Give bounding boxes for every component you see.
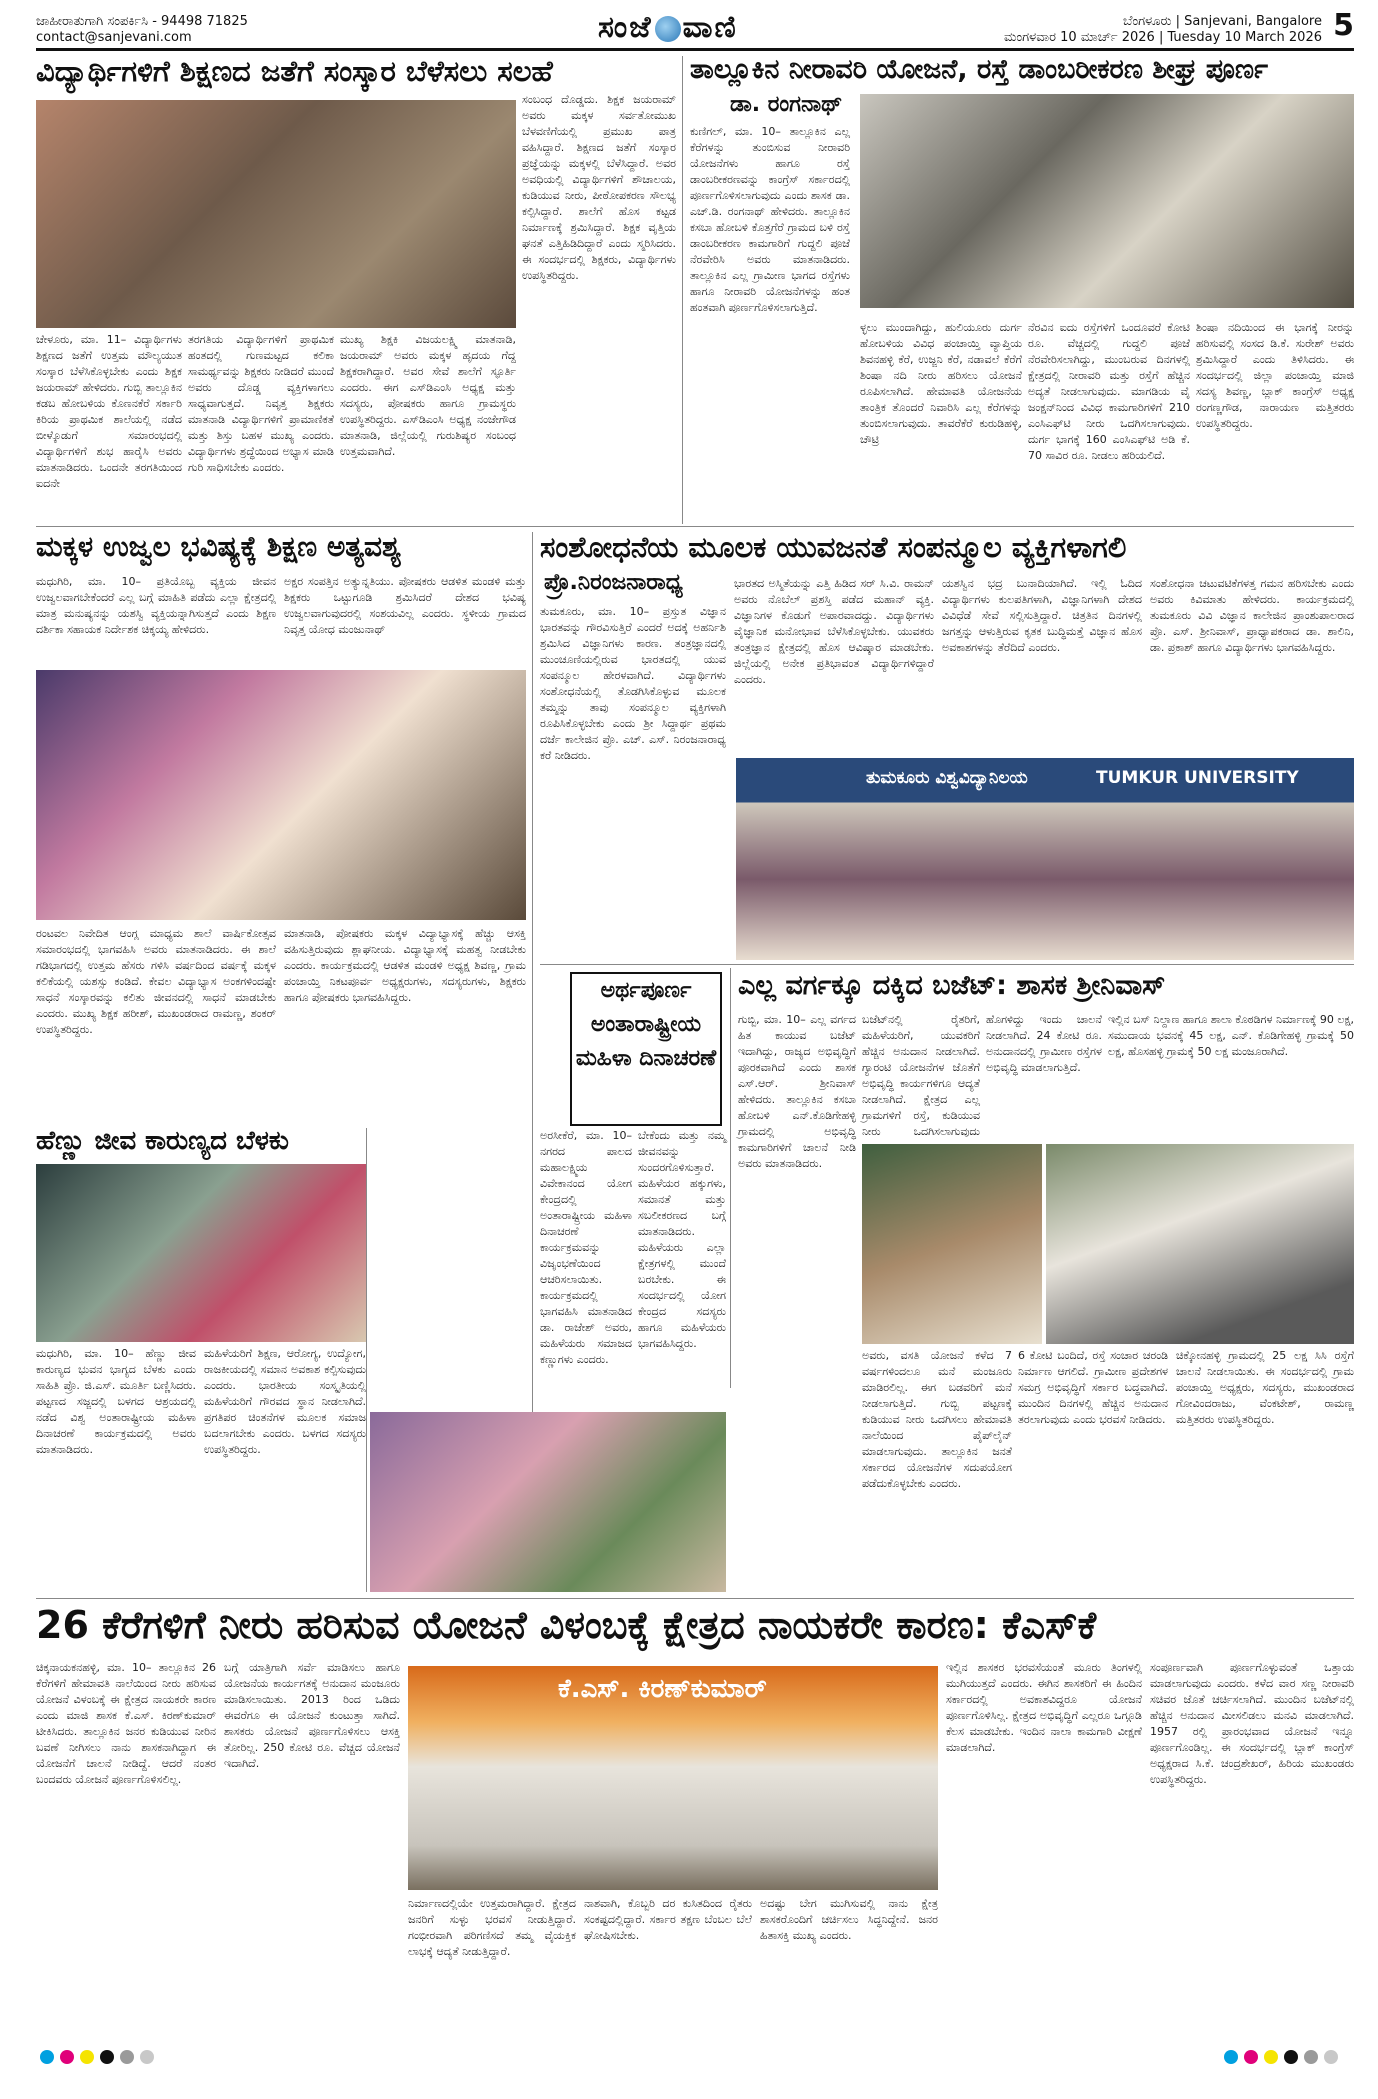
article8-headline[interactable]: 26 ಕೆರೆಗಳಿಗೆ ನೀರು ಹರಿಸುವ ಯೋಜನೆ ವಿಳಂಬಕ್ಕೆ ಕ್ಷೇತ್ರದ ನಾಯಕರೇ ಕಾರಣ: ಕೆಎಸ್‌ಕೆ xyxy=(36,1603,1097,1647)
university-banner-english: TUMKUR UNIVERSITY xyxy=(1096,768,1299,788)
article2-col4: ಶಿಂಷಾ ನದಿಯಿಂದ ಈ ಭಾಗಕ್ಕೆ ನೀರನ್ನು ಹರಿಸುವಲ್ಲಿ ಸಂಸದ ಡಿ.ಕೆ. ಸುರೇಶ್ ಅವರು ಶ್ರಮಿಸಿದ್ದಾರೆ ಎಂದು ತಿಳಿಸಿದರು. ಈ ಸಂದರ್ಭದಲ್ಲಿ ಜಿಲ್ಲಾ ಪಂಚಾಯ್ತಿ ಮಾಜಿ ಸದಸ್ಯ ಶಿವಣ್ಣ, ಬ್ಲಾಕ್ ಕಾಂಗ್ರೆಸ್ ಅಧ್ಯಕ್ಷ ರಂಗಣ್ಣಗೌಡ, ನಾರಾಯಣ ಮತ್ತಿತರರು ಉಪಸ್ಥಿತರಿದ್ದರು. xyxy=(1196,321,1354,430)
article2-byline: ಡಾ. ರಂಗನಾಥ್ xyxy=(730,92,843,117)
article1-col1: ಚೇಳೂರು, ಮಾ. 11– ವಿದ್ಯಾರ್ಥಿಗಳು ಶಿಕ್ಷಣದ ಜತೆಗೆ ಉತ್ತಮ ಮೌಲ್ಯಯುತ ಸಂಸ್ಕಾರ ಬೆಳೆಸಿಕೊಳ್ಳಬೇಕು ಎಂದು ಶಿಕ್ಷಕ ಜಯರಾಮ್ ಹೇಳಿದರು. ಗುಬ್ಬಿ ತಾಲ್ಲೂಕಿನ ಕಡಬ ಹೋಬಳಿಯ ಕೊಣನಕೆರೆ ಸರ್ಕಾರಿ ಕಿರಿಯ ಪ್ರಾಥಮಿಕ ಶಾಲೆಯಲ್ಲಿ ನಡೆದ ಬೀಳ್ಕೊಡುಗೆ ಸಮಾರಂಭದಲ್ಲಿ ವಿದ್ಯಾರ್ಥಿಗಳಿಗೆ ಶುಭ ಹಾರೈಸಿ ಅವರು ಮಾತನಾಡಿದರು. ಒಂದನೇ ತರಗತಿಯಿಂದ ಐದನೇ xyxy=(36,333,182,490)
article6-col1: ಮಧುಗಿರಿ, ಮಾ. 10– ಹೆಣ್ಣು ಜೀವ ಕಾರುಣ್ಯದ ಭುವನ ಭಾಗ್ಯದ ಬೆಳಕು ಎಂದು ಸಾಹಿತಿ ಪ್ರೊ. ಜಿ.ಎಸ್. ಮೂರ್ತಿ ಬಣ್ಣಿಸಿದರು. ಪಟ್ಟಣದ ಸಜ್ಜದಲ್ಲಿ ಬಳಗದ ಆಶ್ರಯದಲ್ಲಿ ನಡೆದ ವಿಶ್ವ ಅಂತಾರಾಷ್ಟ್ರೀಯ ಮಹಿಳಾ ದಿನಾಚರಣೆ ಕಾರ್ಯಕ್ರಮದಲ್ಲಿ ಅವರು ಮಾತನಾಡಿದರು. xyxy=(36,1347,196,1456)
article4-col3: ಯಶಸ್ವಿನ ಭದ್ರ ಬುನಾದಿಯಾಗಿದೆ. ಇಲ್ಲಿ ಓದಿದ ವಿದ್ಯಾರ್ಥಿಗಳು ಕುಲಪತಿಗಳಾಗಿ, ವಿಜ್ಞಾನಿಗಳಾಗಿ ದೇಶದ ವಿವಿಧೆಡೆ ಸೇವೆ ಸಲ್ಲಿಸುತ್ತಿದ್ದಾರೆ. ಚಿತ್ರತಿನ ದಿನಗಳಲ್ಲಿ ಜಗತ್ತನ್ನು ಆಳುತ್ತಿರುವ ಕೃತಕ ಬುದ್ಧಿಮತ್ತೆ ವಿಜ್ಞಾನ ಹೊಸ ಅವಕಾಶಗಳನ್ನು ತೆರೆದಿದೆ ಎಂದರು. xyxy=(942,577,1142,654)
article4-col1: ತುಮಕೂರು, ಮಾ. 10– ಪ್ರಸ್ತುತ ವಿಜ್ಞಾನ ಭಾರತವನ್ನು ಗೌರವಿಸುತ್ತಿರೆ ಎಂದರೆ ಅದಕ್ಕೆ ಅಹರ್ನಿಶಿ ಶ್ರಮಿಸಿದ ವಿಜ್ಞಾನಿಗಳು ಕಾರಣ. ತಂತ್ರಜ್ಞಾನದಲ್ಲಿ ಮುಂಚೂಣಿಯಲ್ಲಿರುವ ಭಾರತದಲ್ಲಿ ಯುವ ಸಂಪನ್ಮೂಲ ಹೇರಳವಾಗಿದೆ. ವಿದ್ಯಾರ್ಥಿಗಳು ಸಂಶೋಧನೆಯಲ್ಲಿ ತೊಡಗಿಸಿಕೊಳ್ಳುವ ಮೂಲಕ ತಮ್ಮನ್ನು ತಾವು ಸಂಪನ್ಮೂಲ ವ್ಯಕ್ತಿಗಳಾಗಿ ರೂಪಿಸಿಕೊಳ್ಳಬೇಕು ಎಂದು ಶ್ರೀ ಸಿದ್ದಾರ್ಥ ಪ್ರಥಮ ದರ್ಜೆ ಕಾಲೇಜಿನ ಪ್ರೊ. ಎಚ್. ಎಸ್. ನಿರಂಜನಾರಾಧ್ಯ ಕರೆ ನೀಡಿದರು. xyxy=(540,605,726,762)
article7-col1b xyxy=(738,1144,856,1344)
article4-byline: ಪ್ರೊ.ನಿರಂಜನಾರಾಧ್ಯ xyxy=(544,570,683,595)
section-divider xyxy=(36,526,1354,527)
article5-photo xyxy=(370,1412,726,1592)
university-banner-kannada: ತುಮಕೂರು ವಿಶ್ವವಿದ್ಯಾನಿಲಯ xyxy=(866,768,1028,788)
registration-dot xyxy=(100,2050,114,2064)
article4-photo xyxy=(736,758,1354,960)
article1-col4b xyxy=(522,332,676,520)
header-dateline xyxy=(1004,14,1322,46)
city-line: ಬೆಂಗಳೂರು | Sanjevani, Bangalore xyxy=(1122,14,1322,29)
article3-col2: ಅಕ್ಷರ ಸಂಪತ್ತಿನ ಅತ್ಯುನ್ನತಿಯು. ಪೋಷಕರು ಆಡಳಿತ ಮಂಡಳಿ ಮತ್ತು ಶಿಕ್ಷಕರು ಒಟ್ಟುಗೂಡಿ ಶ್ರಮಿಸಿದರೆ ದೇಶದ ಭವಿಷ್ಯ ಉಜ್ವಲವಾಗುವುದರಲ್ಲಿ ಸಂಶಯವಿಲ್ಲ ಎಂದರು. ಸ್ಥಳೀಯ ಗ್ರಾಮದ ನಿವೃತ್ತ ಯೋಧ ಮಂಜುನಾಥ್ xyxy=(284,575,526,636)
article8-col1: ಚಿಕ್ಕನಾಯಕನಹಳ್ಳಿ, ಮಾ. 10– ತಾಲ್ಲೂಕಿನ 26 ಕೆರೆಗಳಿಗೆ ಹೇಮಾವತಿ ನಾಲೆಯಿಂದ ನೀರು ಹರಿಸುವ ಯೋಜನೆ ವಿಳಂಬಕ್ಕೆ ಈ ಕ್ಷೇತ್ರದ ನಾಯಕರೇ ಕಾರಣ ಎಂದು ಮಾಜಿ ಶಾಸಕ ಕೆ.ಎಸ್. ಕಿರಣ್‌ಕುಮಾರ್ ಟೀಕಿಸಿದರು. ತಾಲ್ಲೂಕಿನ ಜನರ ಕುಡಿಯುವ ನೀರಿನ ಬವಣೆ ನೀಗಿಸಲು ನಾನು ಶಾಸಕನಾಗಿದ್ದಾಗ ಈ ಯೋಜನೆಗೆ ಚಾಲನೆ ನೀಡಿದ್ದೆ. ಆದರೆ ನಂತರ ಬಂದವರು ಯೋಜನೆ ಪೂರ್ಣಗೊಳಿಸಲಿಲ್ಲ. xyxy=(36,1661,216,1786)
article2-col3: ನೆರವಿನ ಐದು ರಸ್ತೆಗಳಿಗೆ ಒಂದೂವರೆ ಕೋಟಿ ರೂ. ವೆಚ್ಚದಲ್ಲಿ ಗುದ್ದಲಿ ಪೂಜೆ ನೆರವೇರಿಸಲಾಗಿದ್ದು, ಮುಂಬರುವ ದಿನಗಳಲ್ಲಿ ಕ್ಷೇತ್ರದಲ್ಲಿ ನೀರಾವರಿ ಮತ್ತು ರಸ್ತೆಗೆ ಹೆಚ್ಚಿನ ಅದ್ಯತೆ ನೀಡಲಾಗುವುದು. ಮಾಗಡಿಯ ವೈ ಜಂಕ್ಷನ್‌ನಿಂದ ವಿವಿಧ ಕಾಮಗಾರಿಗಳಿಗೆ 210 ಎಂಸಿಎಫ್‌ಟಿ ನೀರು ಒದಗಿಸಲಾಗುವುದು. ದುರ್ಗ ಭಾಗಕ್ಕೆ 160 ಎಂಸಿಎಫ್‌ಟಿ ಅಡಿ ಕೆ. 70 ಸಾವಿರ ರೂ. ನೀಡಲು ಹರಿಯಲಿದೆ. xyxy=(1028,321,1190,462)
header-contact xyxy=(36,14,248,46)
registration-dot xyxy=(1284,2050,1298,2064)
article8-col2: ಬಗ್ಗೆ ಯಾತ್ರಿಗಾಗಿ ಸರ್ವೆ ಮಾಡಿಸಲು ಹಾಗೂ ಯೋಜನೆಯ ಕಾರ್ಯಗತಕ್ಕೆ ಅನುದಾನ ಮಂಜೂರು ಮಾಡಿಸಲಾಯಿತು. 2013 ರಿಂದ ಒಡಿದು ಈವರೆಗೂ ಈ ಯೋಜನೆ ಕುಂಟುತ್ತಾ ಸಾಗಿದೆ. ಶಾಸಕರು ಯೋಜನೆ ಪೂರ್ಣಗೊಳಿಸಲು ಆಸಕ್ತಿ ತೋರಿಲ್ಲ. 250 ಕೋಟಿ ರೂ. ವೆಚ್ಚದ ಯೋಜನೆ ಇದಾಗಿದೆ. xyxy=(224,1661,400,1770)
section-divider xyxy=(540,964,1354,965)
article8-col4: ನಾಶವಾಗಿ, ಕೊಬ್ಬರಿ ದರ ಕುಸಿತದಿಂದ ರೈತರು ಸಂಕಷ್ಟದಲ್ಲಿದ್ದಾರೆ. ಸರ್ಕಾರ ತಕ್ಷಣ ಬೆಂಬಲ ಬೆಲೆ ಘೋಷಿಸಬೇಕು. xyxy=(584,1897,752,1942)
registration-dot xyxy=(60,2050,74,2064)
registration-dot xyxy=(140,2050,154,2064)
article7-photo-left xyxy=(862,1144,1042,1344)
registration-dots-right xyxy=(1224,2050,1338,2064)
ad-contact-line: ಜಾಹೀರಾತುಗಾಗಿ ಸಂಪರ್ಕಿಸಿ - 94498 71825 xyxy=(36,14,248,29)
article8-col3: ನಿರ್ಮಾಣದಲ್ಲಿಯೇ ಉತ್ತಮರಾಗಿದ್ದಾರೆ. ಕ್ಷೇತ್ರದ ಜನರಿಗೆ ಸುಳ್ಳು ಭರವಸೆ ನೀಡುತ್ತಿದ್ದಾರೆ. ಗಂಭೀರವಾಗಿ ಪರಿಗಣಿಸದೆ ತಮ್ಮ ವೈಯಕ್ತಿಕ ಲಾಭಕ್ಕೆ ಆದ್ಯತೆ ನೀಡುತ್ತಿದ್ದಾರೆ. xyxy=(408,1897,576,1958)
article2-headline[interactable]: ತಾಲ್ಲೂಕಿನ ನೀರಾವರಿ ಯೋಜನೆ, ರಸ್ತೆ ಡಾಂಬರೀಕರಣ ಶೀಘ್ರ ಪೂರ್ಣ xyxy=(690,54,1269,85)
article8-col6: ಇಲ್ಲಿನ ಶಾಸಕರ ಭರವಸೆಯಂತೆ ಮೂರು ತಿಂಗಳಲ್ಲಿ ಮುಗಿಯುತ್ತದೆ ಎಂದರು. ಈಗಿನ ಶಾಸಕರಿಗೆ ಈ ಹಿಂದಿನ ಸರ್ಕಾರದಲ್ಲಿ ಅವಕಾಶವಿದ್ದರೂ ಯೋಜನೆ ಪೂರ್ಣಗೊಳಿಸಿಲ್ಲ. ಕ್ಷೇತ್ರದ ಅಭಿವೃದ್ಧಿಗೆ ಎಲ್ಲರೂ ಒಗ್ಗೂಡಿ ಕೆಲಸ ಮಾಡಬೇಕು. ಇಂದಿನ ನಾಲಾ ಕಾಮಗಾರಿ ವೀಕ್ಷಣೆ ಮಾಡಲಾಗಿದೆ. xyxy=(946,1661,1142,1754)
registration-dot xyxy=(80,2050,94,2064)
registration-dot xyxy=(120,2050,134,2064)
registration-dot xyxy=(1264,2050,1278,2064)
article7-col1: ಗುಬ್ಬಿ, ಮಾ. 10– ಎಲ್ಲ ವರ್ಗದ ಹಿತ ಕಾಯುವ ಬಜೆಟ್ ಇದಾಗಿದ್ದು, ರಾಜ್ಯದ ಅಭಿವೃದ್ಧಿಗೆ ಪೂರಕವಾಗಿದೆ ಎಂದು ಶಾಸಕ ಎಸ್.ಆರ್. ಶ್ರೀನಿವಾಸ್ ಹೇಳಿದರು. ತಾಲ್ಲೂಕಿನ ಕಸಬಾ ಹೋಬಳಿ ಎನ್.ಕೊಡಿಗೇಹಳ್ಳಿ ಗ್ರಾಮದಲ್ಲಿ ಅಭಿವೃದ್ಧಿ ಕಾಮಗಾರಿಗಳಿಗೆ ಚಾಲನೆ ನೀಡಿ ಅವರು ಮಾತನಾಡಿದರು. xyxy=(738,1013,856,1170)
article4-col2: ಭಾರತದ ಅಸ್ಮಿತೆಯನ್ನು ಎತ್ತಿ ಹಿಡಿದ ಸರ್ ಸಿ.ವಿ. ರಾಮನ್ ಅವರು ನೊಬೆಲ್ ಪ್ರಶಸ್ತಿ ಪಡೆದ ಮಹಾನ್ ವ್ಯಕ್ತಿ. ವಿಜ್ಞಾನಿಗಳ ಕೊಡುಗೆ ಅಪಾರವಾದದ್ದು. ವಿದ್ಯಾರ್ಥಿಗಳು ವೈಜ್ಞಾನಿಕ ಮನೋಭಾವ ಬೆಳೆಸಿಕೊಳ್ಳಬೇಕು. ಯುವಕರು ತಂತ್ರಜ್ಞಾನ ಕ್ಷೇತ್ರದಲ್ಲಿ ಹೊಸ ಆವಿಷ್ಕಾರ ಮಾಡಬೇಕು. ಜಿಲ್ಲೆಯಲ್ಲಿ ಅನೇಕ ಪ್ರತಿಭಾವಂತ ವಿದ್ಯಾರ್ಥಿಗಳಿದ್ದಾರೆ ಎಂದರು. xyxy=(734,577,934,686)
article7-col7: ಚಿಕ್ಕೋನಹಳ್ಳಿ ಗ್ರಾಮದಲ್ಲಿ 25 ಲಕ್ಷ ಸಿಸಿ ರಸ್ತೆಗೆ ಚಾಲನೆ ನೀಡಲಾಯಿತು. ಈ ಸಂದರ್ಭದಲ್ಲಿ ಗ್ರಾಮ ಪಂಚಾಯ್ತಿ ಅಧ್ಯಕ್ಷರು, ಸದಸ್ಯರು, ಮುಖಂಡರಾದ ಗೋವಿಂದರಾಜು, ವೆಂಕಟೇಶ್, ರಾಮಣ್ಣ ಮತ್ತಿತರರು ಉಪಸ್ಥಿತರಿದ್ದರು. xyxy=(1176,1349,1354,1426)
article7-col4: ಇಲ್ಲಿನ ಬಸ್ ನಿಲ್ದಾಣ ಹಾಗೂ ಶಾಲಾ ಕೊಠಡಿಗಳ ನಿರ್ಮಾಣಕ್ಕೆ 90 ಲಕ್ಷ, ಸಮುದಾಯ ಭವನಕ್ಕೆ 45 ಲಕ್ಷ, ಎನ್. ಕೊಡಿಗೇಹಳ್ಳಿ ಗ್ರಾಮಕ್ಕೆ 50 ಲಕ್ಷ, ಹೊಸಹಳ್ಳಿ ಗ್ರಾಮಕ್ಕೆ 50 ಲಕ್ಷ ಮಂಜೂರಾಗಿದೆ. xyxy=(1108,1013,1354,1058)
registration-dots-left xyxy=(40,2050,154,2064)
article5-col2: ಬೇಕೆಂದು ಮತ್ತು ನಮ್ಮ ಜೀವನವನ್ನು ಸುಂದರಗೊಳಿಸುತ್ತಾರೆ. ಮಹಿಳೆಯರ ಹಕ್ಕುಗಳು, ಸಮಾನತೆ ಮತ್ತು ಸಬಲೀಕರಣದ ಬಗ್ಗೆ ಮಾತನಾಡಿದರು. ಮಹಿಳೆಯರು ಎಲ್ಲಾ ಕ್ಷೇತ್ರಗಳಲ್ಲಿ ಮುಂದೆ ಬರಬೇಕು. ಈ ಸಂದರ್ಭದಲ್ಲಿ ಯೋಗ ಕೇಂದ್ರದ ಸದಸ್ಯರು ಹಾಗೂ ಮಹಿಳೆಯರು ಭಾಗವಹಿಸಿದ್ದರು. xyxy=(638,1129,726,1350)
registration-dot xyxy=(1244,2050,1258,2064)
article7-col5: ಅವರು, ವಸತಿ ಯೋಜನೆ ಕಳೆದ 7 ವರ್ಷಗಳಿಂದಲೂ ಮನೆ ಮಂಜೂರು ಮಾಡಿರಲಿಲ್ಲ. ಈಗ ಬಡವರಿಗೆ ಮನೆ ನೀಡಲಾಗುತ್ತಿದೆ. ಗುಬ್ಬಿ ಪಟ್ಟಣಕ್ಕೆ ಕುಡಿಯುವ ನೀರು ಒದಗಿಸಲು ಹೇಮಾವತಿ ನಾಲೆಯಿಂದ ಪೈಪ್‌ಲೈನ್ ಮಾಡಲಾಗುವುದು. ತಾಲ್ಲೂಕಿನ ಜನತೆ ಸರ್ಕಾರದ ಯೋಜನೆಗಳ ಸದುಪಯೋಗ ಪಡೆದುಕೊಳ್ಳಬೇಕು ಎಂದರು. xyxy=(862,1349,1012,1490)
article1-col2: ತರಗತಿಯ ವಿದ್ಯಾರ್ಥಿಗಳಿಗೆ ಪ್ರಾಥಮಿಕ ಹಂತದಲ್ಲಿ ಗುಣಮಟ್ಟದ ಕಲಿಕಾ ಸಾಮರ್ಥ್ಯವನ್ನು ಶಿಕ್ಷಕರು ನೀಡಿದರೆ ಮುಂದೆ ಅವರು ದೊಡ್ಡ ವ್ಯಕ್ತಿಗಳಾಗಲು ಸಾಧ್ಯವಾಗುತ್ತದೆ. ನಿವೃತ್ತ ಶಿಕ್ಷಕರು ಮಾತನಾಡಿ ವಿದ್ಯಾರ್ಥಿಗಳಿಗೆ ಪ್ರಾಮಾಣಿಕತೆ ಮತ್ತು ಶಿಸ್ತು ಬಹಳ ಮುಖ್ಯ ಎಂದರು. ವಿದ್ಯಾರ್ಥಿಗಳು ಶ್ರದ್ಧೆಯಿಂದ ಅಭ್ಯಾಸ ಮಾಡಿ ಗುರಿ ಸಾಧಿಸಬೇಕು ಎಂದರು. xyxy=(188,333,334,474)
article8-photo xyxy=(408,1666,938,1890)
article7-col3: ಹೊಗಳಿದ್ದು ಇಂದು ಚಾಲನೆ ನೀಡಲಾಗಿದೆ. 24 ಕೋಟಿ ರೂ. ಅನುದಾನದಲ್ಲಿ ಗ್ರಾಮೀಣ ರಸ್ತೆಗಳ ಅಭಿವೃದ್ಧಿ ಮಾಡಲಾಗುತ್ತಿದೆ. xyxy=(986,1013,1102,1074)
article2-photo xyxy=(860,94,1354,308)
article6-col2: ಮಹಿಳೆಯರಿಗೆ ಶಿಕ್ಷಣ, ಆರೋಗ್ಯ, ಉದ್ಯೋಗ, ರಾಜಕೀಯದಲ್ಲಿ ಸಮಾನ ಅವಕಾಶ ಕಲ್ಪಿಸುವುದು ಎಂದರು. ಭಾರತೀಯ ಸಂಸ್ಕೃತಿಯಲ್ಲಿ ಮಹಿಳೆಯರಿಗೆ ಗೌರವದ ಸ್ಥಾನ ನೀಡಲಾಗಿದೆ. ಪ್ರಗತಿಪರ ಚಿಂತನೆಗಳ ಮೂಲಕ ಸಮಾಜ ಬದಲಾಗಬೇಕು ಎಂದರು. ಬಳಗದ ಸದಸ್ಯರು ಉಪಸ್ಥಿತರಿದ್ದರು. xyxy=(204,1347,366,1456)
masthead-right: ವಾಣಿ xyxy=(682,10,738,45)
globe-icon xyxy=(655,16,681,42)
article2-col2: ಳ್ಳಲು ಮುಂದಾಗಿದ್ದು, ಹುಲಿಯೂರು ದುರ್ಗ ಹೋಬಳಿಯ ವಿವಿಧ ಪಂಚಾಯ್ತಿ ವ್ಯಾಪ್ತಿಯ ಶಿವನಹಳ್ಳಿ ಕೆರೆ, ಉಜ್ಜನಿ ಕೆರೆ, ನಡಾವಲೆ ಕೆರೆಗೆ ಶಿಂಷಾ ನದಿ ನೀರು ಹರಿಸಲು ಯೋಜನೆ ರೂಪಿಸಲಾಗಿದೆ. ಹೇಮಾವತಿ ಯೋಜನೆಯ ತಾಂತ್ರಿಕ ತೊಂದರೆ ನಿವಾರಿಸಿ ಎಲ್ಲ ಕೆರೆಗಳನ್ನು ತುಂಬಿಸಲಾಗುವುದು. ತಾವರೆಕೆರೆ ಕುರುಡಿಹಳ್ಳಿ, ಚೌಟ್ರಿ xyxy=(860,321,1022,446)
registration-dot xyxy=(1224,2050,1238,2064)
date-line: ಮಂಗಳವಾರ 10 ಮಾರ್ಚ್ 2026 | Tuesday 10 March 2026 xyxy=(1003,30,1322,45)
article1-photo xyxy=(36,100,516,328)
registration-dot xyxy=(40,2050,54,2064)
article3-photo xyxy=(36,670,526,920)
registration-dot xyxy=(1304,2050,1318,2064)
registration-dot xyxy=(1324,2050,1338,2064)
article1-col4: ಸಂಬಂಧ ದೊಡ್ಡದು. ಶಿಕ್ಷಕ ಜಯರಾಮ್ ಅವರು ಮಕ್ಕಳ ಸರ್ವತೋಮುಖ ಬೆಳವಣಿಗೆಯಲ್ಲಿ ಪ್ರಮುಖ ಪಾತ್ರ ವಹಿಸಿದ್ದಾರೆ. ಶಿಕ್ಷಣದ ಜತೆಗೆ ಸಂಸ್ಕಾರ ಪ್ರಜ್ಞೆಯನ್ನು ಮಕ್ಕಳಲ್ಲಿ ಬೆಳೆಸಿದ್ದಾರೆ. ಅವರ ಅವಧಿಯಲ್ಲಿ ವಿದ್ಯಾರ್ಥಿಗಳಿಗೆ ಶೌಚಾಲಯ, ಕುಡಿಯುವ ನೀರು, ಪೀಠೋಪಕರಣ ಸೌಲಭ್ಯ ಕಲ್ಪಿಸಿದ್ದಾರೆ. ಶಾಲೆಗೆ ಹೊಸ ಕಟ್ಟಡ ನಿರ್ಮಾಣಕ್ಕೆ ಶ್ರಮಿಸಿದ್ದಾರೆ. ಶಿಕ್ಷಕ ವೃತ್ತಿಯ ಘನತೆ ಎತ್ತಿಹಿಡಿದಿದ್ದಾರೆ ಎಂದು ಸ್ಮರಿಸಿದರು. ಈ ಸಂದರ್ಭದಲ್ಲಿ ಶಿಕ್ಷಕರು, ವಿದ್ಯಾರ್ಥಿಗಳು ಉಪಸ್ಥಿತರಿದ್ದರು. xyxy=(522,93,676,282)
article7-col6: 6 ಕೋಟಿ ಬಂದಿದೆ, ರಸ್ತೆ ಸಂಚಾರ ಚರಂಡಿ ನಿರ್ಮಾಣ ಆಗಲಿದೆ. ಗ್ರಾಮೀಣ ಪ್ರದೇಶಗಳ ಸಮಗ್ರ ಅಭಿವೃದ್ಧಿಗೆ ಸರ್ಕಾರ ಬದ್ಧವಾಗಿದೆ. ಮುಂದಿನ ದಿನಗಳಲ್ಲಿ ಹೆಚ್ಚಿನ ಅನುದಾನ ತರಲಾಗುವುದು ಎಂದು ಭರವಸೆ ನೀಡಿದರು. xyxy=(1018,1349,1168,1426)
section-divider xyxy=(36,1598,1354,1599)
article6-photo xyxy=(36,1164,366,1342)
email-link[interactable]: contact@sanjevani.com xyxy=(36,30,192,45)
article1-headline[interactable]: ವಿದ್ಯಾರ್ಥಿಗಳಿಗೆ ಶಿಕ್ಷಣದ ಜತೆಗೆ ಸಂಸ್ಕಾರ ಬೆಳೆಸಲು ಸಲಹೆ xyxy=(36,54,553,88)
article3-headline[interactable]: ಮಕ್ಕಳ ಉಜ್ವಲ ಭವಿಷ್ಯಕ್ಕೆ ಶಿಕ್ಷಣ ಅತ್ಯವಶ್ಯ xyxy=(36,530,402,563)
article7-photo-right xyxy=(1046,1144,1354,1344)
article4-col4: ಸಂಶೋಧನಾ ಚಟುವಟಿಕೆಗಳತ್ತ ಗಮನ ಹರಿಸಬೇಕು ಎಂದು ಅವರು ಕಿವಿಮಾತು ಹೇಳಿದರು. ಕಾರ್ಯಕ್ರಮದಲ್ಲಿ ತುಮಕೂರು ವಿವಿ ವಿಜ್ಞಾನ ಕಾಲೇಜಿನ ಪ್ರಾಂಶುಪಾಲರಾದ ಪ್ರೊ. ಎಸ್. ಶ್ರೀನಿವಾಸ್, ಪ್ರಾಧ್ಯಾಪಕರಾದ ಡಾ. ಶಾಲಿನಿ, ಡಾ. ಪ್ರಕಾಶ್ ಹಾಗೂ ವಿದ್ಯಾರ್ಥಿಗಳು ಭಾಗವಹಿಸಿದ್ದರು. xyxy=(1150,577,1354,654)
page-number: 5 xyxy=(1333,8,1354,43)
article1-col3: ಮುಖ್ಯ ಶಿಕ್ಷಕಿ ವಿಜಯಲಕ್ಷ್ಮಿ ಮಾತನಾಡಿ, ಜಯರಾಮ್ ಅವರು ಮಕ್ಕಳ ಹೃದಯ ಗೆದ್ದ ಶಿಕ್ಷಕರಾಗಿದ್ದಾರೆ. ಅವರ ಸೇವೆ ಶಾಲೆಗೆ ಸ್ಫೂರ್ತಿ ಎಂದರು. ಈಗ ಎಸ್‌ಡಿಎಂಸಿ ಅಧ್ಯಕ್ಷ ಮತ್ತು ಸದಸ್ಯರು, ಪೋಷಕರು ಹಾಗೂ ಗ್ರಾಮಸ್ಥರು ಉಪಸ್ಥಿತರಿದ್ದರು. ಎಸ್‌ಡಿಎಂಸಿ ಅಧ್ಯಕ್ಷ ನಂಜೇಗೌಡ ಮಾತನಾಡಿ, ಜಿಲ್ಲೆಯಲ್ಲಿ ಗುರುಶಿಷ್ಯರ ಸಂಬಂಧ ಉತ್ತಮವಾಗಿದೆ. xyxy=(340,333,516,458)
article8-col5: ಅದಷ್ಟು ಬೇಗ ಮುಗಿಸುವಲ್ಲಿ ನಾನು ಕ್ಷೇತ್ರ ಶಾಸಕರೊಂದಿಗೆ ಚರ್ಚಿಸಲು ಸಿದ್ಧನಿದ್ದೇನೆ. ಜನರ ಹಿತಾಸಕ್ತಿ ಮುಖ್ಯ ಎಂದರು. xyxy=(760,1897,938,1942)
article6-headline[interactable]: ಹೆಣ್ಣು ಜೀವ ಕಾರುಣ್ಯದ ಬೆಳಕು xyxy=(36,1126,289,1156)
column-divider xyxy=(366,1128,367,1592)
masthead-left: ಸಂಜೆ xyxy=(598,10,653,45)
article2-col1: ಕುಣಿಗಲ್, ಮಾ. 10– ತಾಲ್ಲೂಕಿನ ಎಲ್ಲ ಕೆರೆಗಳನ್ನು ತುಂಬಿಸುವ ನೀರಾವರಿ ಯೋಜನೆಗಳು ಹಾಗೂ ರಸ್ತೆ ಡಾಂಬರೀಕರಣವನ್ನು ಕಾಂಗ್ರೆಸ್ ಸರ್ಕಾರದಲ್ಲಿ ಪೂರ್ಣಗೊಳಿಸಲಾಗುವುದು ಎಂದು ಶಾಸಕ ಡಾ. ಎಚ್.ಡಿ. ರಂಗನಾಥ್ ಹೇಳಿದರು. ತಾಲ್ಲೂಕಿನ ಕಸಬಾ ಹೋಬಳಿ ಕೊತ್ತಗೆರೆ ಗ್ರಾಮದ ಬಳಿ ರಸ್ತೆ ಡಾಂಬರೀಕರಣ ಕಾಮಗಾರಿಗೆ ಗುದ್ದಲಿ ಪೂಜೆ ನೆರವೇರಿಸಿ ಅವರು ಮಾತನಾಡಿದರು. ತಾಲ್ಲೂಕಿನ ಎಲ್ಲ ಗ್ರಾಮೀಣ ಭಾಗದ ರಸ್ತೆಗಳು ಹಾಗೂ ನೀರಾವರಿ ಯೋಜನೆಗಳನ್ನು ಹಂತ ಹಂತವಾಗಿ ಪೂರ್ಣಗೊಳಿಸಲಾಗುತ್ತಿದೆ. xyxy=(690,125,850,314)
article3-col4: ಮಾತನಾಡಿ, ಪೋಷಕರು ಮಕ್ಕಳ ವಿದ್ಯಾಭ್ಯಾಸಕ್ಕೆ ಹೆಚ್ಚು ಆಸಕ್ತಿ ವಹಿಸುತ್ತಿರುವುದು ಶ್ಲಾಘನೀಯ. ವಿದ್ಯಾಭ್ಯಾಸಕ್ಕೆ ಮಹತ್ವ ನೀಡಬೇಕು ಎಂದರು. ಕಾರ್ಯಕ್ರಮದಲ್ಲಿ ಆಡಳಿತ ಮಂಡಳಿ ಅಧ್ಯಕ್ಷ ಶಿವಣ್ಣ, ಗ್ರಾಮ ಪಂಚಾಯ್ತಿ ನಿಕಟಪೂರ್ವ ಅಧ್ಯಕ್ಷರುಗಳು, ಸದಸ್ಯರುಗಳು, ಶಿಕ್ಷಕರು ಹಾಗೂ ಪೋಷಕರು ಭಾಗವಹಿಸಿದ್ದರು. xyxy=(284,927,526,1004)
article8-col7: ಸಂಪೂರ್ಣವಾಗಿ ಪೂರ್ಣಗೊಳ್ಳುವಂತೆ ಒತ್ತಾಯ ಮಾಡಲಾಗುವುದು ಎಂದರು. ಕಳೆದ ವಾರ ಸಣ್ಣ ನೀರಾವರಿ ಸಚಿವರ ಜೊತೆ ಚರ್ಚಿಸಲಾಗಿದೆ. ಮುಂದಿನ ಬಜೆಟ್‌ನಲ್ಲಿ ಹೆಚ್ಚಿನ ಅನುದಾನ ಮೀಸಲಿಡಲು ಮನವಿ ಮಾಡಲಾಗಿದೆ. 1957 ರಲ್ಲಿ ಪ್ರಾರಂಭವಾದ ಯೋಜನೆ ಇನ್ನೂ ಪೂರ್ಣಗೊಂಡಿಲ್ಲ. ಈ ಸಂದರ್ಭದಲ್ಲಿ ಬ್ಲಾಕ್ ಕಾಂಗ್ರೆಸ್ ಅಧ್ಯಕ್ಷರಾದ ಸಿ.ಕೆ. ಚಂದ್ರಶೇಖರ್, ಹಿರಿಯ ಮುಖಂಡರು ಉಪಸ್ಥಿತರಿದ್ದರು. xyxy=(1150,1661,1354,1786)
article3-col3: ರಂಟವಲ ನಿವೇದಿತ ಆಂಗ್ಲ ಮಾಧ್ಯಮ ಶಾಲೆ ವಾರ್ಷಿಕೋತ್ಸವ ಸಮಾರಂಭದಲ್ಲಿ ಭಾಗವಹಿಸಿ ಅವರು ಮಾತನಾಡಿದರು. ಈ ಶಾಲೆ ಗಡಿಭಾಗದಲ್ಲಿ ಉತ್ತಮ ಹೆಸರು ಗಳಿಸಿ ವರ್ಷದಿಂದ ವರ್ಷಕ್ಕೆ ಮಕ್ಕಳ ಕಲಿಕೆಯಲ್ಲಿ ಯಶಸ್ಸು ಕಂಡಿದೆ. ಕೇವಲ ವಿದ್ಯಾಭ್ಯಾಸ ಅಂಕಗಳಿಂದಷ್ಟೇ ಸಾಧನೆ ಸಂಸ್ಕಾರವನ್ನು ಕಲಿತು ಜೀವನದಲ್ಲಿ ಸಾಧನೆ ಮಾಡಬೇಕು ಎಂದರು. ಮುಖ್ಯ ಶಿಕ್ಷಕ ಹರೀಶ್, ಮುಖಂಡರಾದ ರಾಮಣ್ಣ, ಶಂಕರ್ ಉಪಸ್ಥಿತರಿದ್ದರು. xyxy=(36,927,276,1036)
article5-col1: ಅರಸೀಕೆರೆ, ಮಾ. 10– ನಗರದ ಪಾಲದ ಮಹಾಲಕ್ಷ್ಮಿಯ ವಿವೇಕಾನಂದ ಯೋಗ ಕೇಂದ್ರದಲ್ಲಿ ಅಂತಾರಾಷ್ಟ್ರೀಯ ಮಹಿಳಾ ದಿನಾಚರಣೆ ಕಾರ್ಯಕ್ರಮವನ್ನು ವಿಜೃಂಭಣೆಯಿಂದ ಆಚರಿಸಲಾಯಿತು. ಕಾರ್ಯಕ್ರಮದಲ್ಲಿ ಭಾಗವಹಿಸಿ ಮಾತನಾಡಿದ ಡಾ. ರಾಜೇಶ್ ಅವರು, ಮಹಿಳೆಯರು ಸಮಾಜದ ಕಣ್ಣುಗಳು ಎಂದರು. xyxy=(540,1129,632,1366)
masthead-logo xyxy=(598,10,738,45)
photo-banner-name: ಕೆ.ಎಸ್. ಕಿರಣ್‌ಕುಮಾರ್ xyxy=(558,1674,767,1704)
column-divider xyxy=(730,968,731,1388)
article7-headline[interactable]: ಎಲ್ಲ ವರ್ಗಕ್ಕೂ ದಕ್ಕಿದ ಬಜೆಟ್: ಶಾಸಕ ಶ್ರೀನಿವಾಸ್ xyxy=(738,970,1166,1001)
article7-col2: ಬಜೆಟ್‌ನಲ್ಲಿ ರೈತರಿಗೆ, ಮಹಿಳೆಯರಿಗೆ, ಯುವಕರಿಗೆ ಹೆಚ್ಚಿನ ಅನುದಾನ ನೀಡಲಾಗಿದೆ. ಗ್ಯಾರಂಟಿ ಯೋಜನೆಗಳ ಜೊತೆಗೆ ಅಭಿವೃದ್ಧಿ ಕಾರ್ಯಗಳಿಗೂ ಆದ್ಯತೆ ನೀಡಲಾಗಿದೆ. ಕ್ಷೇತ್ರದ ಎಲ್ಲ ಗ್ರಾಮಗಳಿಗೆ ರಸ್ತೆ, ಕುಡಿಯುವ ನೀರು ಒದಗಿಸಲಾಗುವುದು xyxy=(862,1013,980,1138)
article4-headline[interactable]: ಸಂಶೋಧನೆಯ ಮೂಲಕ ಯುವಜನತೆ ಸಂಪನ್ಮೂಲ ವ್ಯಕ್ತಿಗಳಾಗಲಿ xyxy=(540,530,1127,564)
article5-headline[interactable]: ಅರ್ಥಪೂರ್ಣ ಅಂತಾರಾಷ್ಟ್ರೀಯ ಮಹಿಳಾ ದಿನಾಚರಣೆ xyxy=(570,972,722,1126)
header-rule xyxy=(36,48,1354,51)
article3-col1: ಮಧುಗಿರಿ, ಮಾ. 10– ಪ್ರತಿಯೊಬ್ಬ ವ್ಯಕ್ತಿಯ ಜೀವನ ಉಜ್ವಲವಾಗಬೇಕೆಂದರೆ ಎಲ್ಲ ಬಗ್ಗೆ ಮಾಹಿತಿ ಪಡೆದು ಎಲ್ಲಾ ಕ್ಷೇತ್ರದಲ್ಲಿ ಮಾತ್ರ ಮನುಷ್ಯನನ್ನು ಯಶಸ್ವಿ ವ್ಯಕ್ತಿಯನ್ನಾಗಿಸುತ್ತದೆ ಎಂದು ಶಿಕ್ಷಣ ದರ್ಶಿಕಾ ಸಹಾಯಕ ನಿರ್ದೇಶಕ ಚಿಕ್ಕಯ್ಯ ಹೇಳಿದರು. xyxy=(36,575,276,636)
column-divider xyxy=(682,56,683,524)
